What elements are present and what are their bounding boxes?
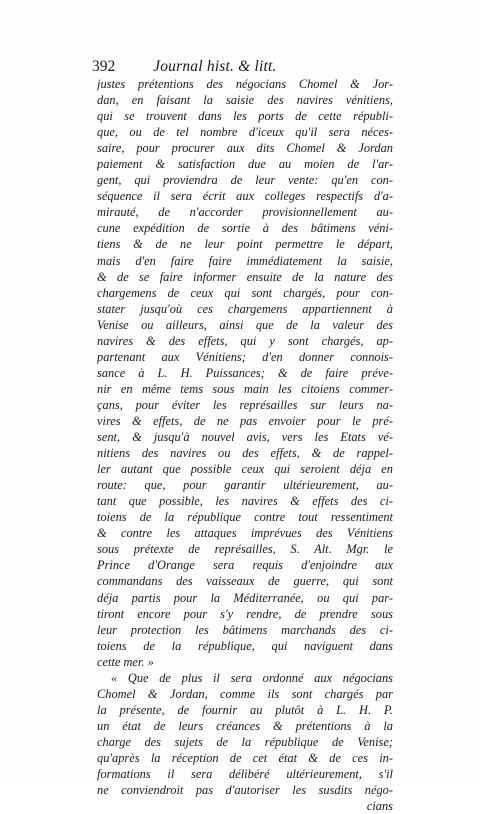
text-line: Venise ou ailleurs, ainsi que de la valeur des [97, 317, 393, 332]
text-line: charge des sujets de la république de Venise; [97, 734, 393, 749]
text-line: navires & des effets, qui y sont chargés, ap- [97, 333, 393, 348]
text-line: dan, en faisant la saisie des navires vénitiens, [97, 93, 393, 108]
text-line: qu'après la réception de cet état & de ces in- [97, 750, 393, 765]
body-text [97, 76, 393, 814]
text-line: mirauté, de n'accorder provisionnellement au- [97, 205, 393, 220]
text-line: séquence il sera écrit aux colleges respectifs d'a- [97, 189, 393, 204]
text-line: toiens de la république contre tout ressentiment [97, 510, 393, 525]
paragraph [97, 76, 393, 670]
text-line: nir en même tems sous main les citoiens commer- [97, 381, 393, 396]
text-line: stater jusqu'où ces chargemens appartiennent à [97, 301, 393, 316]
text-line: tiens & de ne leur point permettre le départ, [97, 237, 393, 252]
text-line: la présente, de fournir au plutôt à L. H. P. [97, 702, 393, 717]
text-line: Prince d'Orange sera requis d'enjoindre aux [97, 558, 393, 573]
text-line: « Que de plus il sera ordonné aux négocians [111, 670, 393, 685]
text-line: saire, pour procurer aux dits Chomel & Jordan [97, 141, 393, 156]
text-line: que, ou de tel nombre d'iceux qu'il sera néces- [97, 125, 393, 140]
text-line: çans, pour éviter les représailles sur leurs na- [97, 397, 393, 412]
text-line: justes prétentions des négocians Chomel & Jor- [97, 77, 393, 91]
text-line: chargemens de ceux qui sont chargés, pour con- [97, 285, 393, 300]
text-line: & contre les attaques imprévues des Vénitiens [97, 526, 393, 541]
text-line: ne conviendroit pas d'autoriser les susdits négo- [97, 783, 393, 798]
text-line: & de se faire informer ensuite de la nature des [97, 269, 393, 284]
paragraph [97, 670, 393, 798]
page-header [92, 58, 388, 76]
text-line: gent, qui proviendra de leur vente: qu'en con- [97, 173, 393, 188]
catchword: cians [366, 799, 393, 814]
running-title: Journal hist. & litt. [153, 58, 277, 75]
text-line: vires & effets, de ne pas envoier pour le pré- [97, 413, 393, 428]
text-line: sous prétexte de représailles, S. Alt. Mgr. le [97, 542, 393, 557]
text-line: commandans des vaisseaux de guerre, qui sont [97, 574, 393, 589]
text-line: toiens de la république, qui naviguent dans [97, 638, 393, 653]
text-line: partenant aux Vénitiens; d'en donner connois- [97, 349, 393, 364]
text-line: cune expédition de sortie à des bâtimens véni- [97, 221, 393, 236]
text-line: qui se trouvent dans les ports de cette républi- [97, 109, 393, 124]
text-line: ler autant que possible ceux qui seroient déja en [97, 462, 393, 477]
text-line: nitiens des navires ou des effets, & de rappel- [97, 446, 393, 461]
text-line: un état de leurs créances & prétentions à la [97, 718, 393, 733]
text-line: tiront encore pour s'y rendre, de prendre sous [97, 606, 393, 621]
text-line: sent, & jusqu'à nouvel avis, vers les Etats vé- [97, 430, 393, 445]
text-line: tant que possible, les navires & effets des ci- [97, 494, 393, 509]
text-line: Chomel & Jordan, comme ils sont chargés par [97, 686, 393, 701]
text-line: formations il sera délibéré ultérieurement, s'il [97, 767, 393, 782]
text-line: paiement & satisfaction due au moien de l'ar- [97, 157, 393, 172]
text-line: cette mer. » [97, 654, 154, 669]
text-line: sance à L. H. Puissances; & de faire préve- [97, 365, 393, 380]
text-line: leur protection les bâtimens marchands des ci- [97, 622, 393, 637]
text-line: déja partis pour la Méditerranée, ou qui par- [97, 590, 393, 605]
text-line: route: que, pour garantir ultérieurement, au- [97, 478, 393, 493]
page-number: 392 [92, 58, 116, 75]
text-line: mais d'en faire faire immédiatement la saisie, [97, 253, 393, 268]
